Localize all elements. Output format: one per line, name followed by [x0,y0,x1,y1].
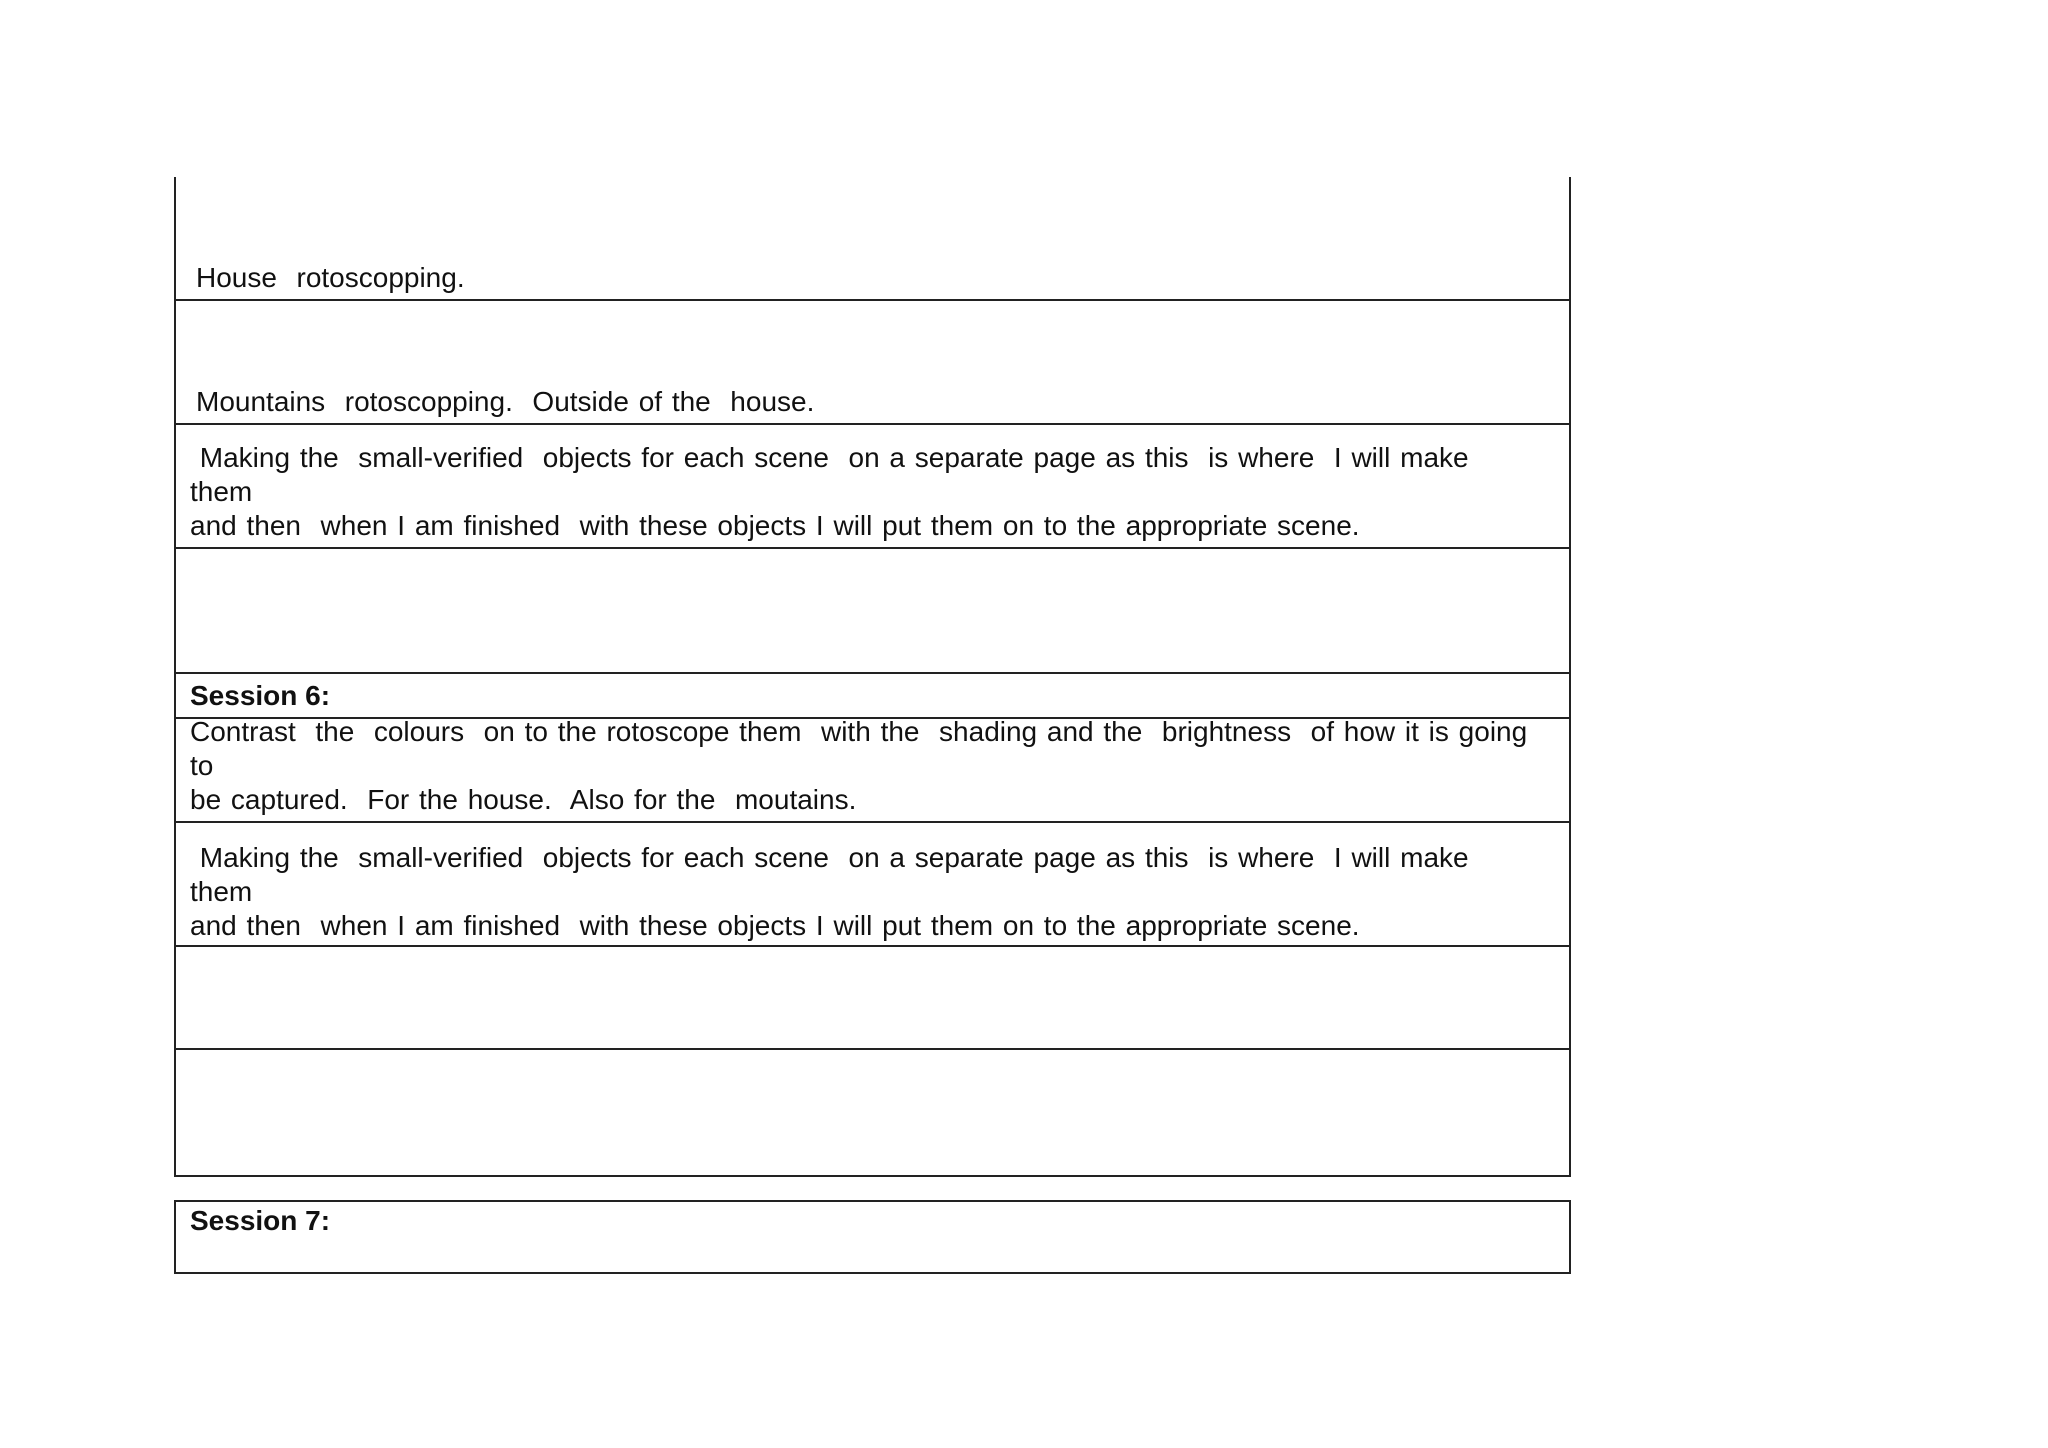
table-row [176,425,1569,549]
table-row-empty [176,947,1569,1050]
row-text-house-rotoscoping: House rotoscopping. [196,262,465,293]
table-row [176,823,1569,947]
session-table [174,177,1571,1177]
row-text-contrast-colours: Contrast the colours on to the rotoscope them with the shading and the brightness of how it is going to be captured. For the house. Also for the moutains. [190,716,1528,815]
session-7-table [174,1200,1571,1274]
row-text-small-objects-2: Making the small-verified objects for each scene on a separate page as this is where I will make them and then when I am finished with these objects I will put them on to the appropriate scene. [190,842,1469,941]
session-6-heading: Session 6: [190,680,331,711]
table-row-empty [176,549,1569,674]
table-row [176,716,1569,823]
table-row-empty [176,1050,1569,1175]
table-row [176,301,1569,425]
row-text-mountains-rotoscoping: Mountains rotoscopping. Outside of the house. [196,386,815,417]
session-7-heading: Session 7: [190,1205,331,1236]
session-6-heading-row [176,674,1569,719]
table-row [176,177,1569,301]
row-text-small-objects: Making the small-verified objects for each scene on a separate page as this is where I will make them and then when I am finished with these objects I will put them on to the appropriate scene. [190,442,1469,541]
